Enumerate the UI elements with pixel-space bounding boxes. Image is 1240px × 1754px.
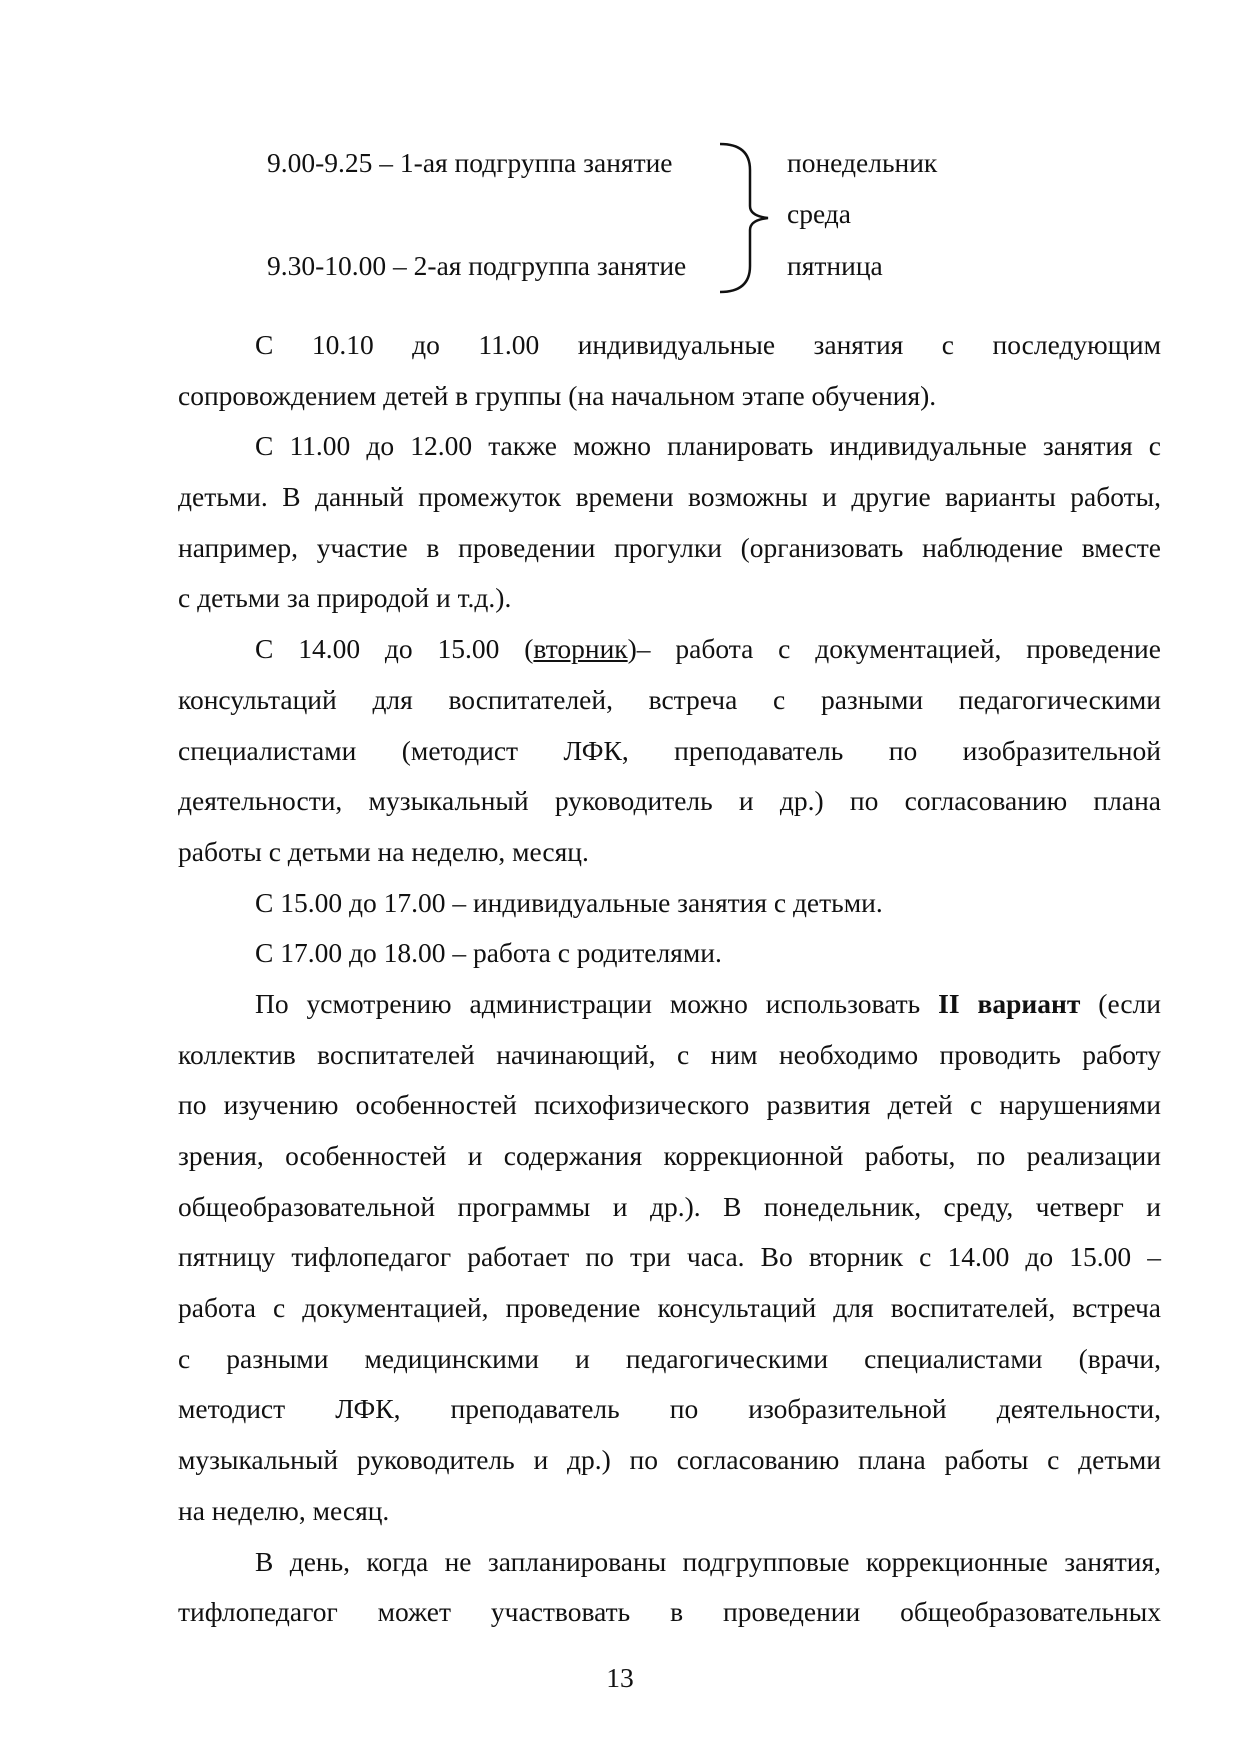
text-line [178,1391,1161,1442]
text-segment: общеобразовательной программы и др.). В понедельник, среду, четверг и [178,1190,1161,1222]
paragraph [178,1544,1161,1645]
text-segment: тифлопедагог может участвовать в проведении общеобразовательных [178,1596,1161,1628]
text-segment: методист ЛФК, преподаватель по изобразительной деятельности, [178,1393,1161,1425]
day-monday: понедельник [787,147,938,178]
text-segment: зрения, особенностей и содержания коррекционной работы, по реализации [178,1140,1161,1171]
text-segment: По усмотрению администрации можно использовать [255,987,939,1019]
text-line [178,479,1161,530]
text-line [178,1594,1161,1645]
text-line [178,1138,1161,1189]
text-line [178,1037,1161,1088]
text-segment: С 10.10 до 11.00 индивидуальные занятия с последующим [255,329,1161,360]
paragraph [178,327,1161,428]
text-line [178,682,1161,733]
schedule-row-2: 9.30-10.00 – 2-ая подгруппа занятие [267,250,687,281]
text-line [178,1544,1161,1595]
text-segment: на неделю, месяц. [178,1494,390,1526]
day-wednesday: среда [787,198,851,229]
text-segment: с разными медицинскими и педагогическими специалистами (врачи, [178,1342,1161,1374]
text-segment: специалистами (методист ЛФК, преподаватель по изобразительной [178,734,1161,766]
body-text [178,327,1161,1645]
bold-text: II вариант [938,987,1081,1019]
text-segment: С 11.00 до 12.00 также можно планировать индивидуальные занятия с [255,430,1161,462]
text-segment: детьми. В данный промежуток времени возможны и другие варианты работы, [178,481,1161,513]
paragraph [178,885,1161,936]
text-line [178,1442,1161,1493]
text-line [178,783,1161,834]
page-number: 13 [606,1662,634,1693]
text-line [178,986,1161,1037]
text-segment: В день, когда не запланированы подгрупповые коррекционные занятия, [255,1545,1161,1577]
text-line [178,1290,1161,1341]
text-line [178,327,1161,378]
curly-brace [718,140,778,296]
text-line [178,935,1161,986]
text-line [178,428,1161,479]
text-segment: (если [1080,987,1161,1019]
underlined-text: вторник [533,633,628,665]
text-line [178,1341,1161,1392]
text-line [178,834,1161,885]
text-segment: )– работа с документацией, проведение [627,633,1161,665]
paragraph [178,935,1161,986]
text-segment: работа с документацией, проведение консультаций для воспитателей, встреча [178,1292,1161,1324]
text-segment: работы с детьми на неделю, месяц. [178,835,589,867]
text-line [178,631,1161,682]
text-segment: музыкальный руководитель и др.) по согласованию плана работы с детьми [178,1444,1161,1476]
text-segment: С 17.00 до 18.00 – работа с родителями. [255,937,722,969]
paragraph [178,428,1161,631]
text-line [178,885,1161,936]
text-segment: коллектив воспитателей начинающий, с ним необходимо проводить работу [178,1038,1161,1070]
text-segment: С 15.00 до 17.00 – индивидуальные занятия с детьми. [255,886,883,918]
schedule-row-1: 9.00-9.25 – 1-ая подгруппа занятие [267,147,673,178]
text-segment: пятницу тифлопедагог работает по три часа. Во вторник с 14.00 до 15.00 – [178,1241,1161,1273]
text-segment: консультаций для воспитателей, встреча с разными педагогическими [178,683,1161,715]
text-segment: деятельности, музыкальный руководитель и др.) по согласованию плана [178,785,1161,817]
text-segment: например, участие в проведении прогулки (организовать наблюдение вместе [178,531,1161,563]
text-segment: с детьми за природой и т.д.). [178,582,512,614]
text-line [178,1493,1161,1544]
text-line [178,1239,1161,1290]
text-line [178,733,1161,784]
paragraph [178,986,1161,1544]
text-line [178,378,1161,429]
text-line [178,1087,1161,1138]
text-segment: сопровождением детей в группы (на начальном этапе обучения). [178,379,937,411]
day-friday: пятница [787,250,883,281]
text-segment: по изучению особенностей психофизического развития детей с нарушениями [178,1089,1161,1121]
text-segment: С 14.00 до 15.00 ( [255,633,534,665]
text-line [178,530,1161,581]
text-line [178,1189,1161,1240]
paragraph [178,631,1161,884]
text-line [178,580,1161,631]
